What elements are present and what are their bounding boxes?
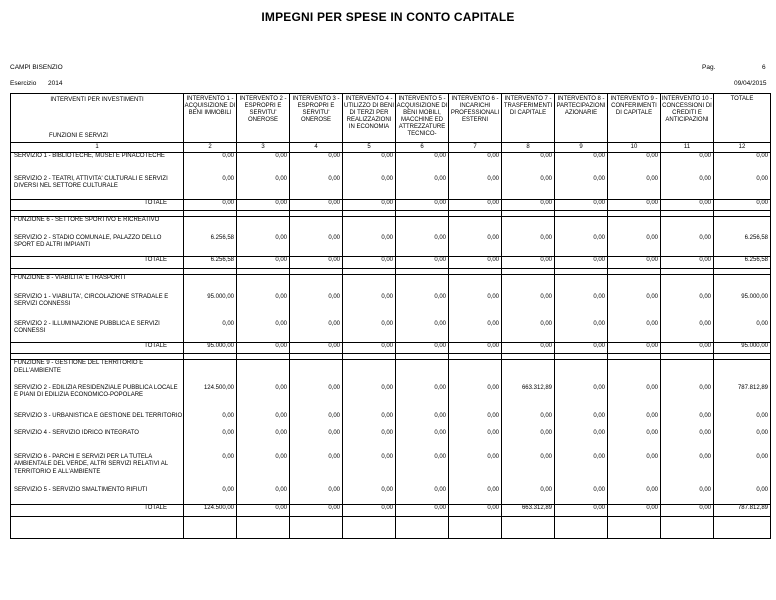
value-cell: 787.812,89 xyxy=(714,385,771,413)
column-header: INTERVENTO 6 - INCARICHI PROFESSIONALI ESTERNI xyxy=(449,94,502,143)
value-cell: 0,00 xyxy=(608,176,661,200)
empty-cell xyxy=(184,217,237,235)
column-header: INTERVENTO 1 - ACQUISIZIONE DI BENI IMMOBILI xyxy=(184,94,237,143)
empty-cell xyxy=(449,522,502,538)
value-cell: 0,00 xyxy=(343,153,396,176)
value-cell: 0,00 xyxy=(608,505,661,517)
value-cell: 0,00 xyxy=(237,385,290,413)
value-cell: 0,00 xyxy=(555,257,608,269)
empty-cell xyxy=(714,275,771,294)
value-cell: 0,00 xyxy=(608,343,661,354)
column-number: 2 xyxy=(184,143,237,153)
value-cell: 0,00 xyxy=(661,430,714,454)
value-cell: 0,00 xyxy=(396,343,449,354)
value-cell: 0,00 xyxy=(502,176,555,200)
value-cell: 0,00 xyxy=(290,235,343,257)
column-header: INTERVENTO 2 - ESPROPRI E SERVITU' ONEROSE xyxy=(237,94,290,143)
column-number: 4 xyxy=(290,143,343,153)
service-label: SERVIZIO 2 - STADIO COMUNALE, PALAZZO DELLO SPORT ED ALTRI IMPIANTI xyxy=(11,235,184,257)
service-label: SERVIZIO 2 - ILLUMINAZIONE PUBBLICA E SERVIZI CONNESSI xyxy=(11,321,184,343)
empty-cell xyxy=(343,360,396,385)
value-cell: 0,00 xyxy=(237,257,290,269)
value-cell: 0,00 xyxy=(714,413,771,430)
service-label: SERVIZIO 2 - EDILIZIA RESIDENZIALE PUBBLICA LOCALE E PIANI DI EDILIZIA ECONOMICO-POPOLARE xyxy=(11,385,184,413)
value-cell: 0,00 xyxy=(502,430,555,454)
value-cell: 0,00 xyxy=(502,343,555,354)
value-cell: 0,00 xyxy=(608,487,661,505)
value-cell: 0,00 xyxy=(502,153,555,176)
value-cell: 0,00 xyxy=(449,385,502,413)
value-cell: 0,00 xyxy=(449,487,502,505)
value-cell: 0,00 xyxy=(290,430,343,454)
empty-cell xyxy=(290,217,343,235)
empty-cell xyxy=(608,360,661,385)
service-row xyxy=(11,235,771,257)
empty-cell xyxy=(396,360,449,385)
value-cell: 0,00 xyxy=(184,321,237,343)
value-cell: 0,00 xyxy=(661,385,714,413)
column-number: 11 xyxy=(661,143,714,153)
value-cell: 0,00 xyxy=(502,294,555,321)
value-cell: 0,00 xyxy=(714,321,771,343)
empty-cell xyxy=(11,522,184,538)
empty-cell xyxy=(396,522,449,538)
value-cell: 0,00 xyxy=(184,413,237,430)
empty-cell xyxy=(555,275,608,294)
total-label: TOTALE xyxy=(11,505,184,517)
value-cell: 0,00 xyxy=(714,487,771,505)
column-header: INTERVENTO 9 - CONFERIMENTI DI CAPITALE xyxy=(608,94,661,143)
function-row xyxy=(11,275,771,294)
value-cell: 0,00 xyxy=(502,235,555,257)
value-cell: 0,00 xyxy=(555,505,608,517)
function-row xyxy=(11,360,771,385)
value-cell: 0,00 xyxy=(502,321,555,343)
value-cell: 0,00 xyxy=(555,176,608,200)
service-row xyxy=(11,321,771,343)
empty-cell xyxy=(449,360,502,385)
value-cell: 0,00 xyxy=(608,385,661,413)
value-cell: 0,00 xyxy=(555,385,608,413)
empty-cell xyxy=(343,217,396,235)
value-cell: 0,00 xyxy=(290,413,343,430)
empty-cell xyxy=(714,360,771,385)
total-row xyxy=(11,200,771,211)
value-cell: 0,00 xyxy=(237,505,290,517)
empty-cell xyxy=(449,217,502,235)
corner-header xyxy=(11,94,184,143)
column-number: 10 xyxy=(608,143,661,153)
value-cell: 0,00 xyxy=(555,200,608,211)
column-number: 9 xyxy=(555,143,608,153)
value-cell: 124.500,00 xyxy=(184,505,237,517)
value-cell: 0,00 xyxy=(237,153,290,176)
total-label: TOTALE xyxy=(11,200,184,211)
value-cell: 0,00 xyxy=(555,413,608,430)
column-header: TOTALE xyxy=(714,94,771,143)
corner-bottom-label: FUNZIONI E SERVIZI xyxy=(49,133,108,139)
value-cell: 0,00 xyxy=(343,385,396,413)
value-cell: 0,00 xyxy=(396,176,449,200)
total-row xyxy=(11,505,771,517)
table-body xyxy=(11,153,771,539)
value-cell: 0,00 xyxy=(661,257,714,269)
value-cell: 0,00 xyxy=(290,487,343,505)
column-header: INTERVENTO 5 - ACQUISIZIONE DI BENI MOBILI, MACCHINE ED ATTREZZATURE TECNICO- xyxy=(396,94,449,143)
value-cell: 0,00 xyxy=(502,257,555,269)
service-row xyxy=(11,385,771,413)
total-row xyxy=(11,343,771,354)
value-cell: 0,00 xyxy=(184,430,237,454)
value-cell: 0,00 xyxy=(555,454,608,487)
value-cell: 0,00 xyxy=(290,321,343,343)
value-cell: 0,00 xyxy=(184,454,237,487)
service-row xyxy=(11,430,771,454)
value-cell: 0,00 xyxy=(555,321,608,343)
value-cell: 0,00 xyxy=(555,153,608,176)
value-cell: 663.312,89 xyxy=(502,505,555,517)
function-label: FUNZIONE 8 - VIABILITA' E TRASPORTI xyxy=(11,275,184,294)
column-header: INTERVENTO 3 - ESPROPRI E SERVITU' ONEROSE xyxy=(290,94,343,143)
column-number: 3 xyxy=(237,143,290,153)
empty-cell xyxy=(608,217,661,235)
value-cell: 0,00 xyxy=(343,343,396,354)
empty-cell xyxy=(396,217,449,235)
service-row xyxy=(11,176,771,200)
value-cell: 0,00 xyxy=(396,200,449,211)
empty-cell xyxy=(290,275,343,294)
empty-cell xyxy=(290,360,343,385)
value-cell: 0,00 xyxy=(290,176,343,200)
value-cell: 0,00 xyxy=(661,413,714,430)
value-cell: 6.256,58 xyxy=(184,235,237,257)
empty-cell xyxy=(555,360,608,385)
corner-top-label: INTERVENTI PER INVESTIMENTI xyxy=(50,97,144,103)
value-cell: 0,00 xyxy=(555,294,608,321)
value-cell: 95.000,00 xyxy=(714,343,771,354)
value-cell: 0,00 xyxy=(661,321,714,343)
function-label: FUNZIONE 6 - SETTORE SPORTIVO E RICREATIVO xyxy=(11,217,184,235)
value-cell: 0,00 xyxy=(396,385,449,413)
value-cell: 0,00 xyxy=(608,235,661,257)
value-cell: 0,00 xyxy=(449,321,502,343)
entity-name: CAMPI BISENZIO xyxy=(10,64,63,71)
report-date: 09/04/2015 xyxy=(734,80,767,87)
value-cell: 0,00 xyxy=(449,153,502,176)
value-cell: 0,00 xyxy=(343,487,396,505)
value-cell: 124.500,00 xyxy=(184,385,237,413)
empty-cell xyxy=(714,522,771,538)
value-cell: 0,00 xyxy=(661,200,714,211)
value-cell: 0,00 xyxy=(290,200,343,211)
value-cell: 0,00 xyxy=(661,487,714,505)
value-cell: 0,00 xyxy=(396,294,449,321)
value-cell: 0,00 xyxy=(290,153,343,176)
value-cell: 0,00 xyxy=(237,430,290,454)
value-cell: 0,00 xyxy=(343,294,396,321)
value-cell: 0,00 xyxy=(343,505,396,517)
value-cell: 787.812,89 xyxy=(714,505,771,517)
value-cell: 0,00 xyxy=(502,454,555,487)
value-cell: 95.000,00 xyxy=(184,343,237,354)
empty-cell xyxy=(502,217,555,235)
service-label: SERVIZIO 6 - PARCHI E SERVIZI PER LA TUTELA AMBIENTALE DEL VERDE, ALTRI SERVIZI RELATIVI AL TERRITORIO E ALL'AMBIENTE xyxy=(11,454,184,487)
value-cell: 0,00 xyxy=(608,454,661,487)
value-cell: 0,00 xyxy=(608,153,661,176)
value-cell: 0,00 xyxy=(661,235,714,257)
value-cell: 0,00 xyxy=(396,153,449,176)
service-row xyxy=(11,294,771,321)
year-label: Esercizio xyxy=(10,80,37,87)
total-row xyxy=(11,257,771,269)
empty-cell xyxy=(396,275,449,294)
value-cell: 0,00 xyxy=(396,413,449,430)
service-label: SERVIZIO 3 - URBANISTICA E GESTIONE DEL TERRITORIO xyxy=(11,413,184,430)
column-number: 1 xyxy=(11,143,184,153)
value-cell: 0,00 xyxy=(661,343,714,354)
value-cell: 6.256,58 xyxy=(714,257,771,269)
value-cell: 0,00 xyxy=(714,454,771,487)
value-cell: 0,00 xyxy=(449,235,502,257)
empty-cell xyxy=(502,522,555,538)
value-cell: 0,00 xyxy=(555,487,608,505)
value-cell: 0,00 xyxy=(184,153,237,176)
value-cell: 0,00 xyxy=(396,454,449,487)
function-label: FUNZIONE 9 - GESTIONE DEL TERRITORIO E DELL'AMBIENTE xyxy=(11,360,184,385)
value-cell: 6.256,58 xyxy=(714,235,771,257)
value-cell: 0,00 xyxy=(343,413,396,430)
column-header: INTERVENTO 8 - PARTECIPAZIONI AZIONARIE xyxy=(555,94,608,143)
value-cell: 0,00 xyxy=(290,505,343,517)
value-cell: 0,00 xyxy=(237,321,290,343)
page-title: IMPEGNI PER SPESE IN CONTO CAPITALE xyxy=(261,10,515,24)
column-number: 12 xyxy=(714,143,771,153)
value-cell: 0,00 xyxy=(608,294,661,321)
value-cell: 0,00 xyxy=(661,505,714,517)
service-row xyxy=(11,413,771,430)
value-cell: 0,00 xyxy=(396,257,449,269)
empty-cell xyxy=(237,275,290,294)
value-cell: 6.256,58 xyxy=(184,257,237,269)
function-row xyxy=(11,217,771,235)
empty-cell xyxy=(608,522,661,538)
value-cell: 0,00 xyxy=(714,200,771,211)
value-cell: 0,00 xyxy=(343,176,396,200)
page-label: Pag. xyxy=(702,64,716,71)
value-cell: 0,00 xyxy=(343,430,396,454)
value-cell: 0,00 xyxy=(343,454,396,487)
value-cell: 0,00 xyxy=(608,200,661,211)
total-label: TOTALE xyxy=(11,343,184,354)
empty-cell xyxy=(661,217,714,235)
total-label: TOTALE xyxy=(11,257,184,269)
value-cell: 0,00 xyxy=(608,257,661,269)
empty-cell xyxy=(184,360,237,385)
empty-cell xyxy=(237,217,290,235)
empty-cell xyxy=(661,360,714,385)
service-row xyxy=(11,487,771,505)
value-cell: 0,00 xyxy=(449,294,502,321)
empty-cell xyxy=(502,360,555,385)
empty-cell xyxy=(661,275,714,294)
empty-cell xyxy=(661,522,714,538)
empty-cell xyxy=(449,275,502,294)
value-cell: 0,00 xyxy=(714,430,771,454)
value-cell: 0,00 xyxy=(290,294,343,321)
empty-cell xyxy=(343,275,396,294)
empty-cell xyxy=(555,522,608,538)
expenditure-table xyxy=(10,93,771,539)
empty-cell xyxy=(237,522,290,538)
value-cell: 0,00 xyxy=(449,454,502,487)
value-cell: 0,00 xyxy=(555,235,608,257)
value-cell: 0,00 xyxy=(343,200,396,211)
value-cell: 0,00 xyxy=(290,385,343,413)
value-cell: 0,00 xyxy=(555,430,608,454)
value-cell: 0,00 xyxy=(608,430,661,454)
service-label: SERVIZIO 1 - VIABILITA', CIRCOLAZIONE STRADALE E SERVIZI CONNESSI xyxy=(11,294,184,321)
empty-cell xyxy=(343,522,396,538)
service-label: SERVIZIO 1 - BIBLIOTECHE, MUSEI E PINACOTECHE xyxy=(11,153,184,176)
value-cell: 0,00 xyxy=(449,176,502,200)
value-cell: 0,00 xyxy=(714,176,771,200)
service-row xyxy=(11,153,771,176)
value-cell: 0,00 xyxy=(661,176,714,200)
column-number: 6 xyxy=(396,143,449,153)
value-cell: 0,00 xyxy=(290,257,343,269)
value-cell: 0,00 xyxy=(184,200,237,211)
column-header: INTERVENTO 7 - TRASFERIMENTI DI CAPITALE xyxy=(502,94,555,143)
value-cell: 0,00 xyxy=(396,321,449,343)
blank-row xyxy=(11,522,771,538)
empty-cell xyxy=(237,360,290,385)
value-cell: 0,00 xyxy=(608,413,661,430)
value-cell: 0,00 xyxy=(290,454,343,487)
value-cell: 0,00 xyxy=(237,176,290,200)
value-cell: 0,00 xyxy=(661,454,714,487)
value-cell: 0,00 xyxy=(608,321,661,343)
value-cell: 0,00 xyxy=(237,343,290,354)
value-cell: 0,00 xyxy=(290,343,343,354)
empty-cell xyxy=(502,275,555,294)
value-cell: 0,00 xyxy=(396,487,449,505)
column-header: INTERVENTO 4 - UTILIZZO DI BENI DI TERZI PER REALIZZAZIONI IN ECONOMIA xyxy=(343,94,396,143)
empty-cell xyxy=(290,522,343,538)
value-cell: 0,00 xyxy=(343,321,396,343)
value-cell: 95.000,00 xyxy=(184,294,237,321)
value-cell: 0,00 xyxy=(237,200,290,211)
column-number: 7 xyxy=(449,143,502,153)
value-cell: 0,00 xyxy=(661,294,714,321)
value-cell: 0,00 xyxy=(237,487,290,505)
value-cell: 0,00 xyxy=(449,430,502,454)
value-cell: 0,00 xyxy=(396,235,449,257)
value-cell: 0,00 xyxy=(449,343,502,354)
empty-cell xyxy=(608,275,661,294)
value-cell: 0,00 xyxy=(449,505,502,517)
value-cell: 0,00 xyxy=(396,505,449,517)
value-cell: 0,00 xyxy=(449,413,502,430)
service-label: SERVIZIO 2 - TEATRI, ATTIVITA' CULTURALI E SERVIZI DIVERSI NEL SETTORE CULTURALE xyxy=(11,176,184,200)
value-cell: 95.000,00 xyxy=(714,294,771,321)
column-header: INTERVENTO 10 - CONCESSIONI DI CREDITI E ANTICIPAZIONI xyxy=(661,94,714,143)
value-cell: 0,00 xyxy=(396,430,449,454)
service-label: SERVIZIO 5 - SERVIZIO SMALTIMENTO RIFIUTI xyxy=(11,487,184,505)
empty-cell xyxy=(184,275,237,294)
value-cell: 0,00 xyxy=(449,257,502,269)
value-cell: 0,00 xyxy=(449,200,502,211)
page-number: 6 xyxy=(762,64,766,71)
value-cell: 0,00 xyxy=(343,235,396,257)
value-cell: 0,00 xyxy=(184,176,237,200)
value-cell: 0,00 xyxy=(661,153,714,176)
value-cell: 0,00 xyxy=(555,343,608,354)
value-cell: 0,00 xyxy=(502,487,555,505)
value-cell: 0,00 xyxy=(237,294,290,321)
service-label: SERVIZIO 4 - SERVIZIO IDRICO INTEGRATO xyxy=(11,430,184,454)
service-row xyxy=(11,454,771,487)
value-cell: 0,00 xyxy=(502,413,555,430)
column-number: 5 xyxy=(343,143,396,153)
value-cell: 0,00 xyxy=(237,454,290,487)
empty-cell xyxy=(555,217,608,235)
empty-cell xyxy=(714,217,771,235)
value-cell: 0,00 xyxy=(714,153,771,176)
year-value: 2014 xyxy=(48,80,63,87)
empty-cell xyxy=(184,522,237,538)
column-number: 8 xyxy=(502,143,555,153)
value-cell: 663.312,89 xyxy=(502,385,555,413)
value-cell: 0,00 xyxy=(502,200,555,211)
value-cell: 0,00 xyxy=(237,235,290,257)
value-cell: 0,00 xyxy=(237,413,290,430)
value-cell: 0,00 xyxy=(343,257,396,269)
value-cell: 0,00 xyxy=(184,487,237,505)
